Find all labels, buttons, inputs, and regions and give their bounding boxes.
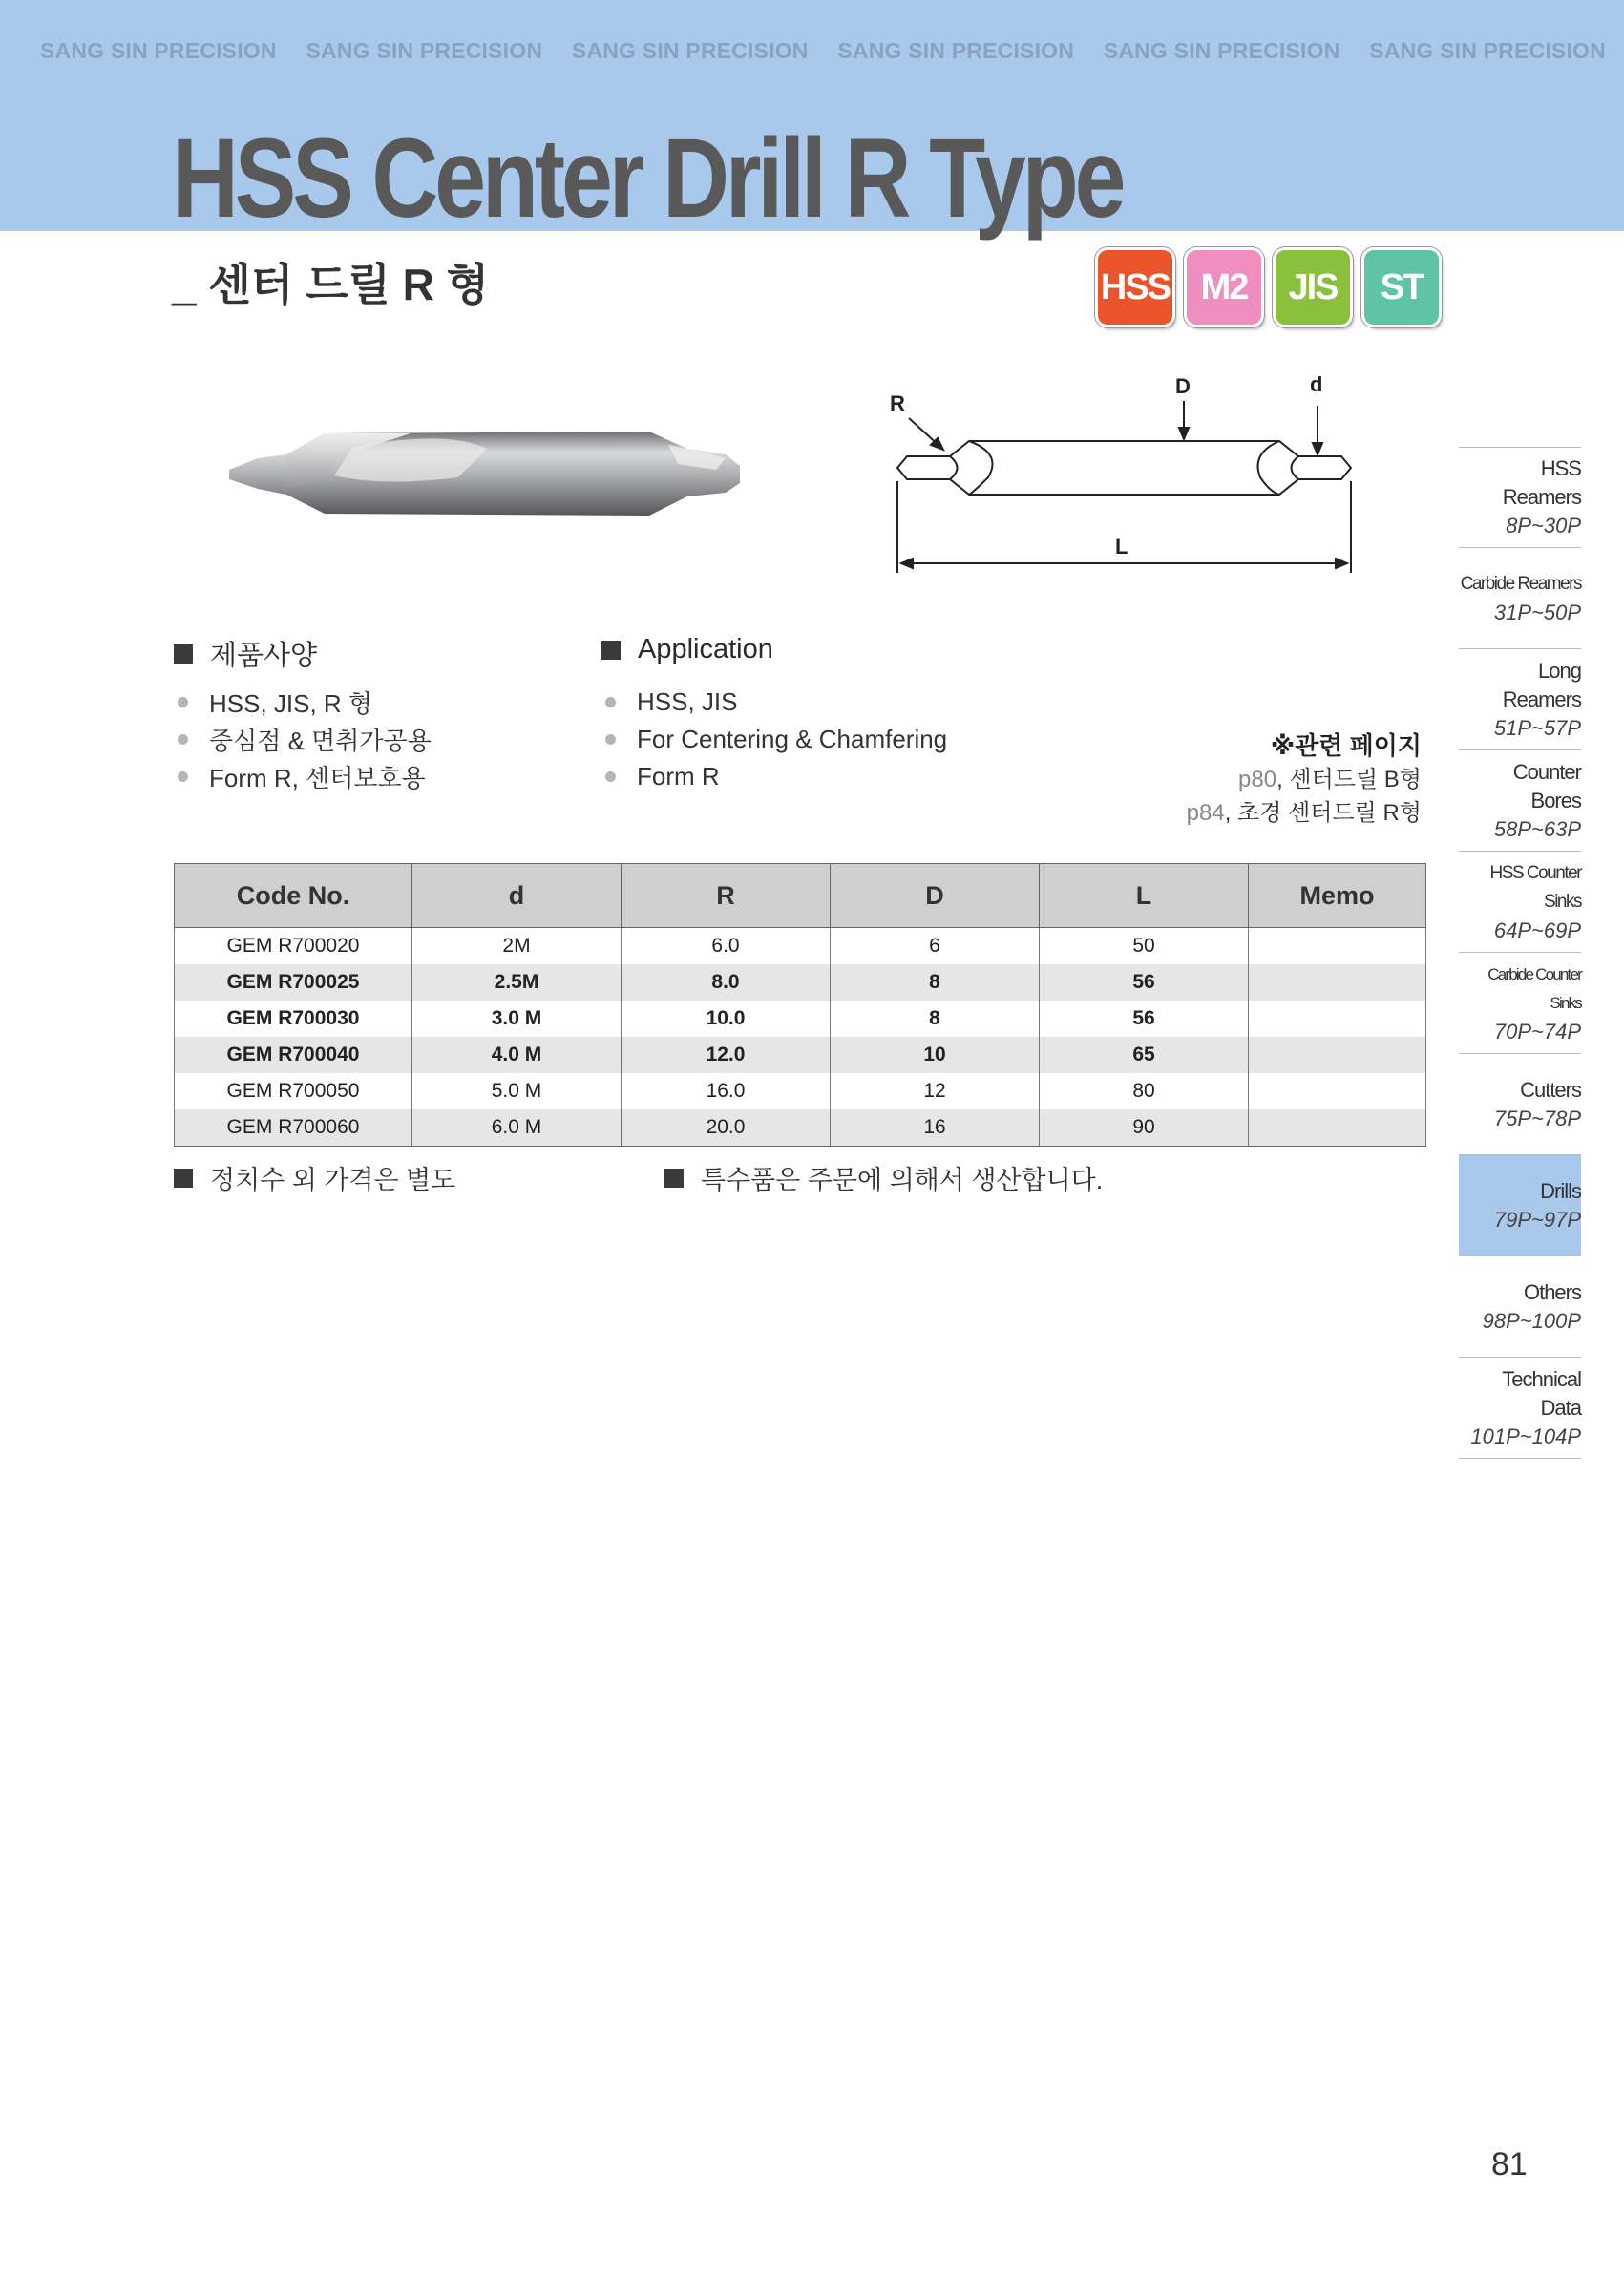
list-item-text: 중심점 & 면취가공용 [209, 727, 432, 755]
cell-big-d: 10 [831, 1037, 1040, 1073]
sidebar-item-label: Long Reamers [1502, 658, 1581, 711]
sidebar-item-label: Cutters [1520, 1077, 1581, 1102]
label-big-d: D [1175, 374, 1191, 398]
st-badge: ST [1364, 250, 1439, 325]
sidebar-item-others[interactable] [1459, 1256, 1581, 1358]
cell-memo [1249, 1001, 1426, 1037]
center-drill-photo [220, 420, 754, 535]
page-title: HSS Center Drill R Type [172, 116, 1123, 242]
label-l: L [1115, 535, 1128, 559]
cell-code: GEM R700050 [175, 1073, 412, 1109]
category-sidebar [1459, 447, 1581, 1459]
cell-l: 56 [1040, 964, 1249, 1001]
list-item-text: HSS, JIS [637, 687, 738, 716]
sidebar-item-pages: 51P~57P [1493, 715, 1581, 740]
related-link[interactable] [1187, 763, 1422, 796]
cell-memo [1249, 1073, 1426, 1109]
dot-icon [605, 697, 616, 707]
cell-d: 3.0 M [412, 1001, 622, 1037]
table-row [175, 1001, 1426, 1037]
related-pages [1187, 729, 1422, 830]
related-page-number: p84 [1186, 800, 1225, 826]
sidebar-item-carbide-counter-sinks[interactable] [1459, 953, 1581, 1054]
cell-r: 16.0 [622, 1073, 831, 1109]
sidebar-item-cutters[interactable] [1459, 1054, 1581, 1155]
dot-icon [178, 771, 188, 782]
square-bullet-icon [174, 1169, 193, 1188]
brand-label: SANG SIN PRECISION [1369, 38, 1606, 63]
note-text: 정치수 외 가격은 별도 [210, 1166, 456, 1194]
sidebar-item-pages: 75P~78P [1493, 1106, 1581, 1130]
cell-code: GEM R700020 [175, 928, 412, 965]
list-item [605, 721, 947, 758]
list-item-text: Form R [637, 762, 720, 791]
brand-label: SANG SIN PRECISION [306, 38, 543, 63]
hss-badge: HSS [1098, 250, 1172, 325]
sidebar-item-pages: 70P~74P [1493, 1019, 1581, 1044]
cell-r: 12.0 [622, 1037, 831, 1073]
related-page-number: p80 [1238, 767, 1277, 792]
table-header-row [175, 864, 1426, 928]
cell-memo [1249, 1109, 1426, 1147]
cell-d: 2M [412, 928, 622, 965]
cell-memo [1249, 1037, 1426, 1073]
cell-code: GEM R700025 [175, 964, 412, 1001]
header-memo: Memo [1249, 864, 1426, 928]
cell-l: 50 [1040, 928, 1249, 965]
sidebar-item-label: Others [1523, 1279, 1581, 1304]
brand-label: SANG SIN PRECISION [1103, 38, 1340, 63]
cell-code: GEM R700060 [175, 1109, 412, 1147]
sidebar-item-pages: 98P~100P [1482, 1308, 1581, 1333]
cell-d: 4.0 M [412, 1037, 622, 1073]
cell-big-d: 6 [831, 928, 1040, 965]
related-link-text: , 센터드릴 B형 [1276, 767, 1422, 792]
dot-icon [605, 734, 616, 745]
dimension-diagram [878, 363, 1375, 582]
cell-d: 2.5M [412, 964, 622, 1001]
cell-d: 5.0 M [412, 1073, 622, 1109]
square-bullet-icon [664, 1169, 684, 1188]
cell-memo [1249, 928, 1426, 965]
cell-l: 65 [1040, 1037, 1249, 1073]
related-link[interactable] [1187, 796, 1422, 830]
cell-big-d: 12 [831, 1073, 1040, 1109]
sidebar-item-technical-data[interactable] [1459, 1358, 1581, 1459]
sidebar-item-label: HSS Reamers [1502, 456, 1581, 509]
spec-heading-text: 제품사양 [210, 641, 318, 671]
cell-code: GEM R700040 [175, 1037, 412, 1073]
dot-icon [605, 771, 616, 782]
list-item [605, 758, 947, 795]
table-row [175, 1073, 1426, 1109]
sidebar-item-pages: 31P~50P [1493, 600, 1581, 624]
material-badges [1098, 250, 1439, 325]
cell-r: 6.0 [622, 928, 831, 965]
sidebar-item-pages: 79P~97P [1493, 1207, 1581, 1232]
brand-label: SANG SIN PRECISION [40, 38, 277, 63]
cell-l: 56 [1040, 1001, 1249, 1037]
table-row [175, 1109, 1426, 1147]
related-link-text: , 초경 센터드릴 R형 [1224, 800, 1422, 826]
sidebar-item-drills[interactable] [1459, 1155, 1581, 1256]
application-list [605, 684, 947, 795]
page-subtitle: _ 센터 드릴 R 형 [172, 260, 490, 309]
sidebar-item-pages: 64P~69P [1493, 918, 1581, 942]
sidebar-item-pages: 8P~30P [1506, 514, 1581, 538]
cell-memo [1249, 964, 1426, 1001]
sidebar-item-pages: 58P~63P [1493, 816, 1581, 841]
header-big-d: D [831, 864, 1040, 928]
list-item-text: Form R, 센터보호용 [209, 764, 426, 792]
brand-label: SANG SIN PRECISION [837, 38, 1075, 63]
sidebar-item-carbide-reamers[interactable] [1459, 548, 1581, 649]
spec-list [178, 684, 432, 795]
sidebar-item-label: HSS Counter Sinks [1489, 862, 1581, 912]
cell-big-d: 16 [831, 1109, 1040, 1147]
application-heading-text: Application [638, 634, 773, 664]
sidebar-item-label: Carbide Reamers [1460, 573, 1581, 594]
cell-d: 6.0 M [412, 1109, 622, 1147]
sidebar-item-label: Carbide Counter Sinks [1487, 964, 1581, 1012]
sidebar-item-long-reamers[interactable] [1459, 649, 1581, 750]
jis-badge: JIS [1276, 250, 1350, 325]
label-r: R [890, 391, 905, 415]
list-item [178, 721, 432, 758]
note-text: 특수품은 주문에 의해서 생산합니다. [701, 1166, 1104, 1194]
sidebar-item-label: Counter Bores [1512, 759, 1581, 812]
m2-badge: M2 [1187, 250, 1261, 325]
header-l: L [1040, 864, 1249, 928]
spec-heading [174, 634, 317, 673]
special-order-note [664, 1159, 1103, 1196]
header-code: Code No. [175, 864, 412, 928]
table-row [175, 964, 1426, 1001]
cell-big-d: 8 [831, 964, 1040, 1001]
cell-r: 10.0 [622, 1001, 831, 1037]
related-title: ※관련 페이지 [1270, 731, 1422, 760]
square-bullet-icon [601, 641, 621, 660]
header-r: R [622, 864, 831, 928]
cell-r: 8.0 [622, 964, 831, 1001]
brand-row [40, 38, 1606, 64]
page-number: 81 [1491, 2146, 1528, 2183]
cell-l: 80 [1040, 1073, 1249, 1109]
sidebar-item-counter-bores[interactable] [1459, 750, 1581, 852]
table-row [175, 928, 1426, 965]
sidebar-item-label: Drills [1540, 1178, 1581, 1203]
list-item-text: For Centering & Chamfering [637, 725, 948, 753]
cell-big-d: 8 [831, 1001, 1040, 1037]
spec-table [174, 863, 1426, 1147]
sidebar-item-hss-counter-sinks[interactable] [1459, 852, 1581, 953]
header-d: d [412, 864, 622, 928]
list-item [605, 684, 947, 721]
list-item-text: HSS, JIS, R 형 [209, 689, 373, 718]
list-item [178, 684, 432, 721]
list-item [178, 758, 432, 795]
label-small-d: d [1310, 372, 1323, 396]
application-heading [601, 634, 773, 665]
cell-code: GEM R700030 [175, 1001, 412, 1037]
brand-label: SANG SIN PRECISION [571, 38, 809, 63]
sidebar-item-hss-reamers[interactable] [1459, 447, 1581, 548]
sidebar-item-label: Technical Data [1502, 1366, 1581, 1420]
dot-icon [178, 734, 188, 745]
cell-r: 20.0 [622, 1109, 831, 1147]
price-note [174, 1159, 455, 1196]
square-bullet-icon [174, 644, 193, 664]
dot-icon [178, 697, 188, 707]
sidebar-item-pages: 101P~104P [1470, 1424, 1581, 1448]
table-row [175, 1037, 1426, 1073]
cell-l: 90 [1040, 1109, 1249, 1147]
